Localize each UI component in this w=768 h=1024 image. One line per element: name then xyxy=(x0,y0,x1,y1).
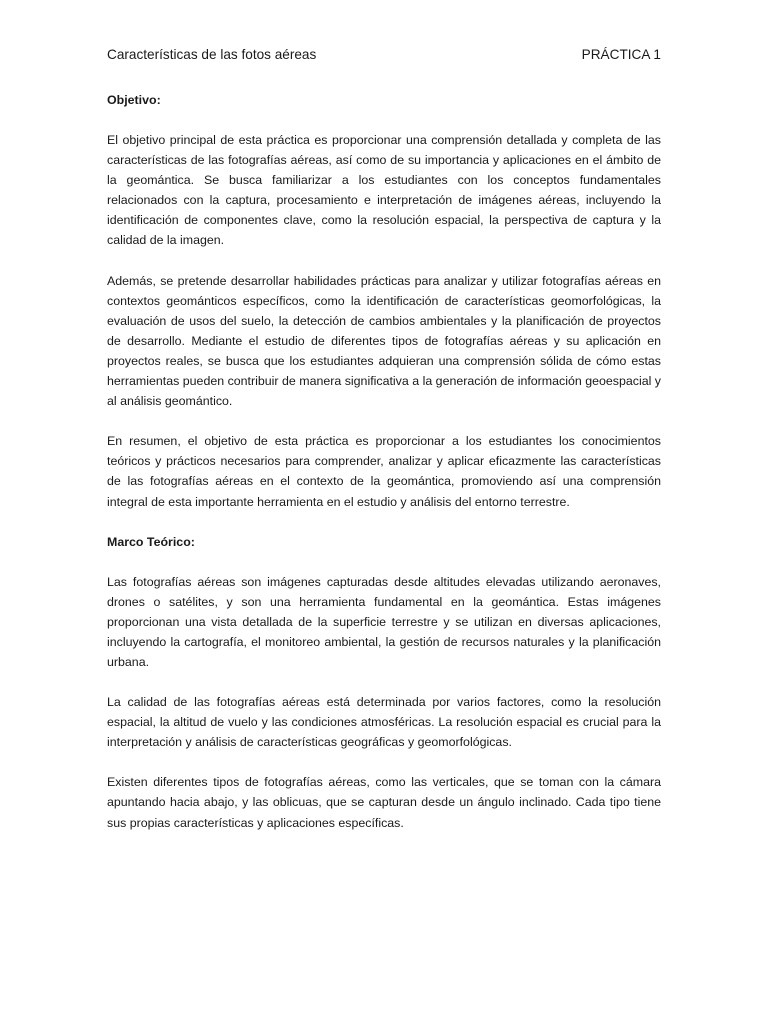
paragraph: La calidad de las fotografías aéreas está determinada por varios factores, como la resolución espacial, la altitud de vuelo y las condiciones atmosféricas. La resolución espacial es crucial para la interpretación y análisis de características geográficas y geomorfológicas. xyxy=(107,695,661,750)
paragraph: Existen diferentes tipos de fotografías aéreas, como las verticales, que se toman con la cámara apuntando hacia abajo, y las oblicuas, que se capturan desde un ángulo inclinado. Cada tipo tiene sus propias características y aplicaciones específicas. xyxy=(107,775,661,830)
practice-label: PRÁCTICA 1 xyxy=(581,47,661,62)
page-header xyxy=(107,45,661,65)
document-page xyxy=(107,45,661,833)
paragraph: El objetivo principal de esta práctica es proporcionar una comprensión detallada y completa de las características de las fotografías aéreas, así como de su importancia y aplicaciones en el ámbito de la geomántica. Se busca familiarizar a los estudiantes con los conceptos fundamentales relacionados con la captura, procesamiento e interpretación de imágenes aéreas, incluyendo la identificación de componentes clave, como la resolución espacial, la perspectiva de captura y la calidad de la imagen. xyxy=(107,133,661,248)
paragraph: Las fotografías aéreas son imágenes capturadas desde altitudes elevadas utilizando aeronaves, drones o satélites, y son una herramienta fundamental en la geomántica. Estas imágenes proporcionan una vista detallada de la superficie terrestre y se utilizan en diversas aplicaciones, incluyendo la cartografía, el monitoreo ambiental, la gestión de recursos naturales y la planificación urbana. xyxy=(107,574,661,669)
paragraph: Además, se pretende desarrollar habilidades prácticas para analizar y utilizar fotografías aéreas en contextos geománticos específicos, como la identificación de características geomorfológicas, la evaluación de usos del suelo, la detección de cambios ambientales y la planificación de proyectos de desarrollo. Mediante el estudio de diferentes tipos de fotografías aéreas y su aplicación en proyectos reales, se busca que los estudiantes adquieran una comprensión sólida de cómo estas herramientas pueden contribuir de manera significativa a la generación de información geoespacial y al análisis geomántico. xyxy=(107,273,661,409)
document-title: Características de las fotos aéreas xyxy=(107,47,317,62)
section-heading-objetivo: Objetivo: xyxy=(107,93,161,107)
paragraph: En resumen, el objetivo de esta práctica es proporcionar a los estudiantes los conocimientos teóricos y prácticos necesarios para comprender, analizar y aplicar eficazmente las características de las fotografías aéreas en el contexto de la geomántica, promoviendo así una comprensión integral de esta importante herramienta en el estudio y análisis del entorno terrestre. xyxy=(107,434,661,509)
section-heading-marco-teorico: Marco Teórico: xyxy=(107,534,195,549)
